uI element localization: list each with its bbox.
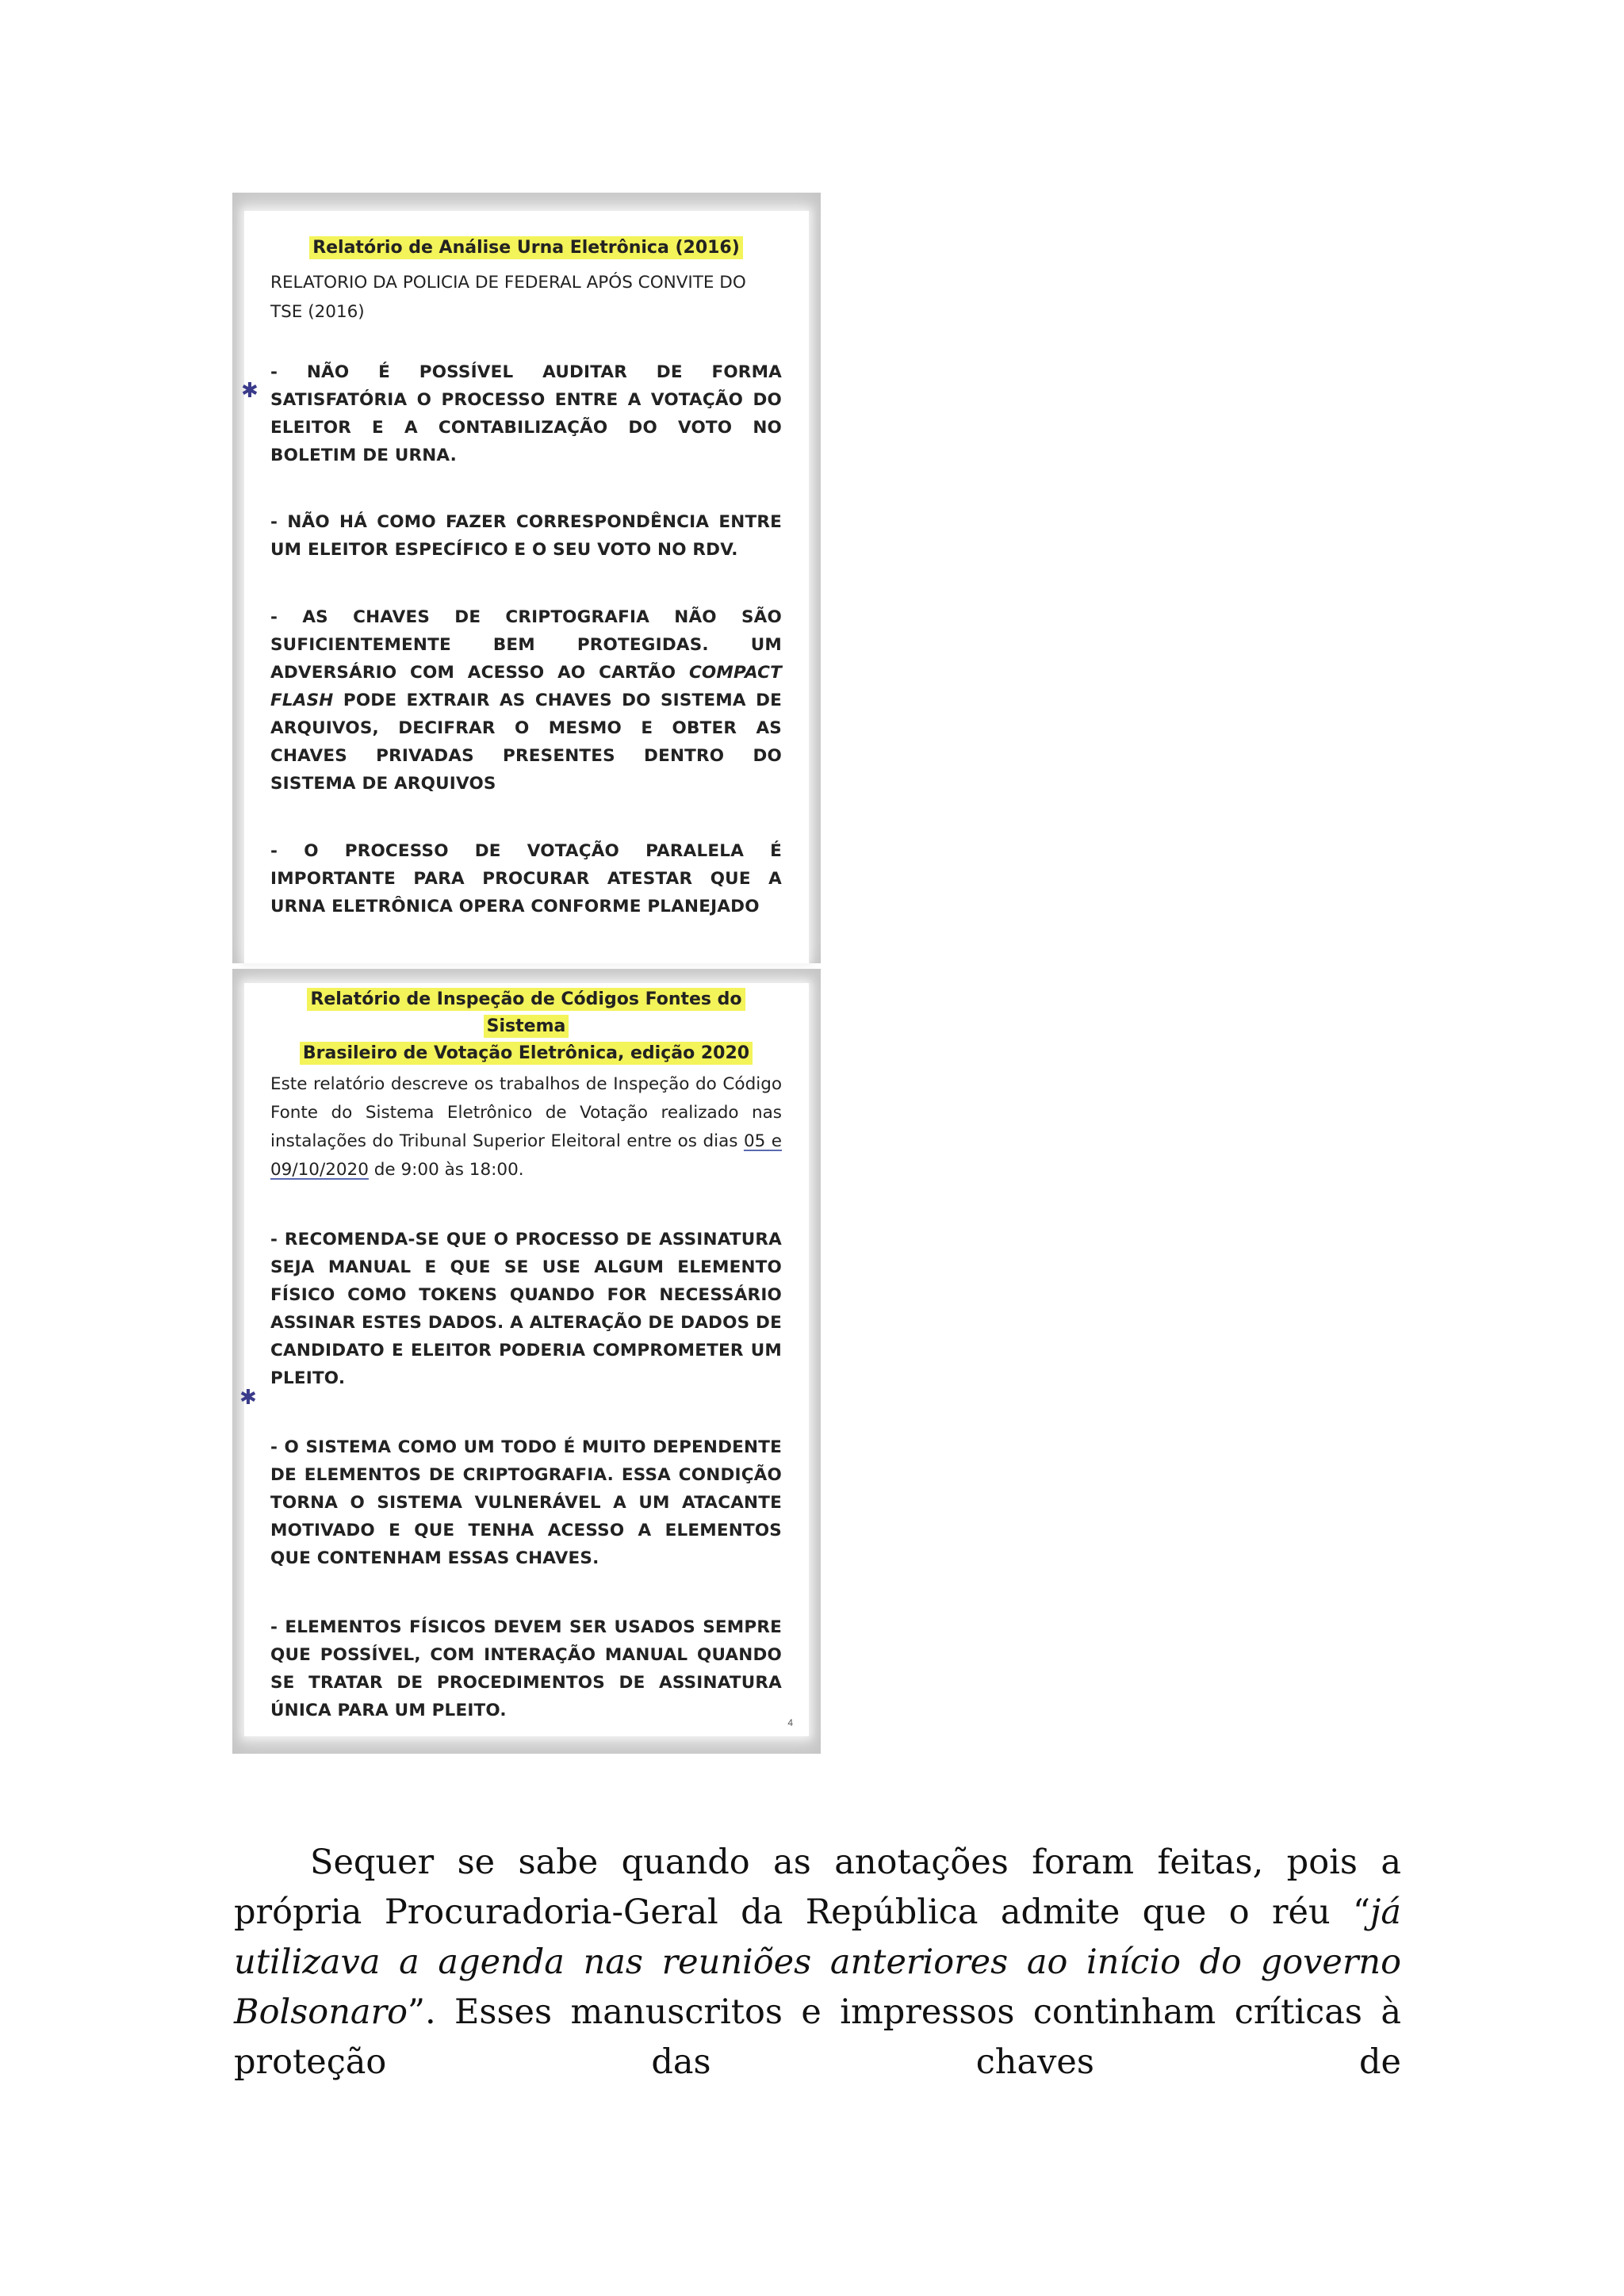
report-item-1: - NÃO É POSSÍVEL AUDITAR DE FORMA SATISFATÓRIA O PROCESSO ENTRE A VOTAÇÃO DO ELEITOR E A CONTABILIZAÇÃO DO VOTO NO BOLETIM DE URNA. <box>270 362 782 465</box>
report-item-2: - NÃO HÁ COMO FAZER CORRESPONDÊNCIA ENTRE UM ELEITOR ESPECÍFICO E O SEU VOTO NO RDV. <box>270 512 782 560</box>
report-item-1: - RECOMENDA-SE QUE O PROCESSO DE ASSINATURA SEJA MANUAL E QUE SE USE ALGUM ELEMENTO FÍSICO COMO TOKENS QUANDO FOR NECESSÁRIO ASSINAR ESTES DADOS. A ALTERAÇÃO DE DADOS DE CANDIDATO E ELEITOR PODERIA COMPROMETER UM PLEITO. <box>270 1230 782 1388</box>
report-sheet <box>241 211 809 963</box>
report-title: Relatório de Inspeção de Códigos Fontes do Sistema Brasileiro de Votação Eletrônica, edição 2020 <box>270 986 782 1067</box>
handwritten-asterisk-mark: ✱ <box>239 1386 257 1410</box>
handwritten-asterisk-mark: ✱ <box>241 379 259 403</box>
report-sheet <box>239 983 809 1736</box>
scanned-report-image-2020 <box>232 969 821 1754</box>
page-number: 4 <box>787 1717 793 1728</box>
report-content <box>270 986 782 1724</box>
report-subtitle: RELATORIO DA POLICIA DE FEDERAL APÓS CONVITE DO TSE (2016) <box>270 273 746 322</box>
underlined-dates: 05 e 09/10/2020 <box>270 1131 782 1180</box>
scanned-report-image-2016 <box>232 193 821 963</box>
report-item-3: - ELEMENTOS FÍSICOS DEVEM SER USADOS SEMPRE QUE POSSÍVEL, COM INTERAÇÃO MANUAL QUANDO SE TRATAR DE PROCEDIMENTOS DE ASSINATURA ÚNICA PARA UM PLEITO. <box>270 1617 782 1720</box>
report-item-4: - O PROCESSO DE VOTAÇÃO PARALELA É IMPORTANTE PARA PROCURAR ATESTAR QUE A URNA ELETRÔNICA OPERA CONFORME PLANEJADO <box>270 841 782 916</box>
quoted-text: já utilizava a agenda nas reuniões anteriores ao início do governo Bolsonaro <box>234 1892 1401 2032</box>
report-intro: Este relatório descreve os trabalhos de Inspeção do Código Fonte do Sistema Eletrônico de Votação realizado nas instalações do Tribunal Superior Eleitoral entre os dias 05 e 09/10/2020 de 9:00 às 18:00. <box>270 1074 782 1180</box>
report-item-2: - O SISTEMA COMO UM TODO É MUITO DEPENDENTE DE ELEMENTOS DE CRIPTOGRAFIA. ESSA CONDIÇÃO TORNA O SISTEMA VULNERÁVEL A UM ATACANTE MOTIVADO E QUE TENHA ACESSO A ELEMENTOS QUE CONTENHAM ESSAS CHAVES. <box>270 1437 782 1568</box>
compact-flash-term: COMPACT FLASH <box>270 663 783 710</box>
body-paragraph: Sequer se sabe quando as anotações foram feitas, pois a própria Procuradoria-Geral da República admite que o réu “já utilizava a agenda nas reuniões anteriores ao início do governo Bolsonaro”. Esses manuscritos e impressos continham críticas à proteção das chaves de <box>234 1843 1401 2082</box>
report-item-3: - AS CHAVES DE CRIPTOGRAFIA NÃO SÃO SUFICIENTEMENTE BEM PROTEGIDAS. UM ADVERSÁRIO COM ACESSO AO CARTÃO COMPACT FLASH PODE EXTRAIR AS CHAVES DO SISTEMA DE ARQUIVOS, DECIFRAR O MESMO E OBTER AS CHAVES PRIVADAS PRESENTES DENTRO DO SISTEMA DE ARQUIVOS <box>270 607 783 794</box>
report-title: Relatório de Análise Urna Eletrônica (2016) <box>270 235 782 262</box>
report-content <box>270 235 782 920</box>
